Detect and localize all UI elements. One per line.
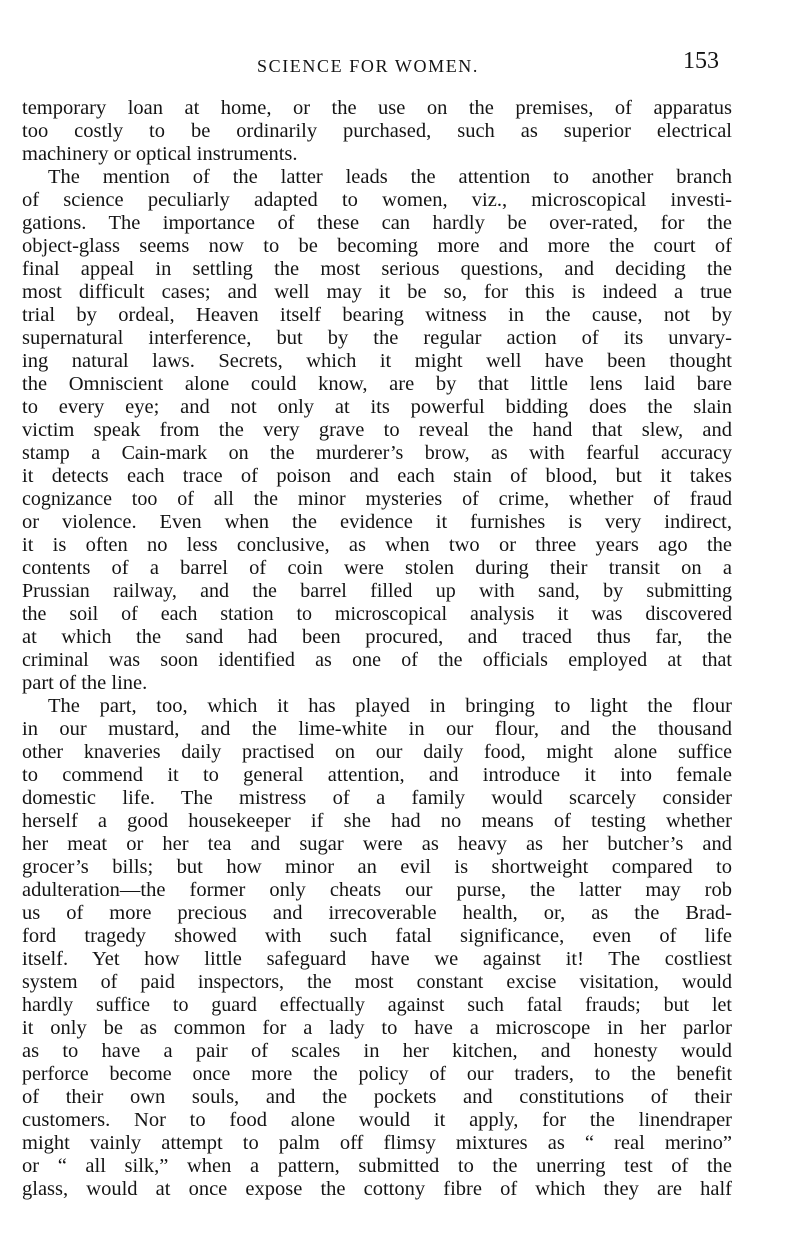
text-line: Prussian railway, and the barrel filled up with sand, by submitting xyxy=(22,580,732,602)
text-line: gations. The importance of these can hardly be over-rated, for the xyxy=(22,212,732,234)
text-line: temporary loan at home, or the use on the premises, of apparatus xyxy=(22,97,732,119)
text-line: to every eye; and not only at its powerful bidding does the slain xyxy=(22,396,732,418)
text-line: it detects each trace of poison and each stain of blood, but it takes xyxy=(22,465,732,487)
text-line: stamp a Cain-mark on the murderer’s brow, as with fearful accuracy xyxy=(22,442,732,464)
text-line: ford tragedy showed with such fatal significance, even of life xyxy=(22,925,732,947)
paragraph-start-line: The part, too, which it has played in bringing to light the flour xyxy=(48,695,732,717)
text-line: the Omniscient alone could know, are by that little lens laid bare xyxy=(22,373,732,395)
paragraph-end-line: machinery or optical instruments. xyxy=(22,143,298,165)
text-line: us of more precious and irrecoverable health, or, as the Brad- xyxy=(22,902,732,924)
text-line: itself. Yet how little safeguard have we against it! The costliest xyxy=(22,948,732,970)
text-line: hardly suffice to guard effectually against such fatal frauds; but let xyxy=(22,994,732,1016)
paragraph-start-line: The mention of the latter leads the attention to another branch xyxy=(48,166,732,188)
text-line: as to have a pair of scales in her kitchen, and honesty would xyxy=(22,1040,732,1062)
text-line: her meat or her tea and sugar were as heavy as her butcher’s and xyxy=(22,833,732,855)
text-line: glass, would at once expose the cottony fibre of which they are half xyxy=(22,1178,732,1200)
text-line: herself a good housekeeper if she had no means of testing whether xyxy=(22,810,732,832)
text-line: criminal was soon identified as one of the officials employed at that xyxy=(22,649,732,671)
text-line: might vainly attempt to palm off flimsy mixtures as “ real merino” xyxy=(22,1132,732,1154)
text-line: too costly to be ordinarily purchased, such as superior electrical xyxy=(22,120,732,142)
text-line: the soil of each station to microscopical analysis it was discovered xyxy=(22,603,732,625)
text-line: adulteration—the former only cheats our purse, the latter may rob xyxy=(22,879,732,901)
text-line: final appeal in settling the most serious questions, and deciding the xyxy=(22,258,732,280)
paragraph-end-line: part of the line. xyxy=(22,672,148,694)
body-text xyxy=(22,97,732,1201)
text-line: it is often no less conclusive, as when two or three years ago the xyxy=(22,534,732,556)
text-line: or “ all silk,” when a pattern, submitted to the unerring test of the xyxy=(22,1155,732,1177)
text-line: to commend it to general attention, and introduce it into female xyxy=(22,764,732,786)
text-line: at which the sand had been procured, and traced thus far, the xyxy=(22,626,732,648)
text-line: system of paid inspectors, the most constant excise visitation, would xyxy=(22,971,732,993)
running-title: SCIENCE FOR WOMEN. xyxy=(257,56,479,76)
text-line: other knaveries daily practised on our daily food, might alone suffice xyxy=(22,741,732,763)
text-line: trial by ordeal, Heaven itself bearing witness in the cause, not by xyxy=(22,304,732,326)
text-line: supernatural interference, but by the regular action of its unvary- xyxy=(22,327,732,349)
text-line: it only be as common for a lady to have a microscope in her parlor xyxy=(22,1017,732,1039)
text-line: domestic life. The mistress of a family would scarcely consider xyxy=(22,787,732,809)
text-line: ing natural laws. Secrets, which it might well have been thought xyxy=(22,350,732,372)
text-line: object-glass seems now to be becoming more and more the court of xyxy=(22,235,732,257)
text-line: grocer’s bills; but how minor an evil is shortweight compared to xyxy=(22,856,732,878)
text-line: or violence. Even when the evidence it furnishes is very indirect, xyxy=(22,511,732,533)
running-head xyxy=(0,48,791,84)
text-line: of their own souls, and the pockets and constitutions of their xyxy=(22,1086,732,1108)
text-line: most difficult cases; and well may it be so, for this is indeed a true xyxy=(22,281,732,303)
text-line: victim speak from the very grave to reveal the hand that slew, and xyxy=(22,419,732,441)
text-line: cognizance too of all the minor mysteries of crime, whether of fraud xyxy=(22,488,732,510)
page-number: 153 xyxy=(683,48,719,74)
text-line: of science peculiarly adapted to women, viz., microscopical investi- xyxy=(22,189,732,211)
text-line: contents of a barrel of coin were stolen during their transit on a xyxy=(22,557,732,579)
text-line: in our mustard, and the lime-white in our flour, and the thousand xyxy=(22,718,732,740)
text-line: customers. Nor to food alone would it apply, for the linendraper xyxy=(22,1109,732,1131)
text-line: perforce become once more the policy of our traders, to the benefit xyxy=(22,1063,732,1085)
